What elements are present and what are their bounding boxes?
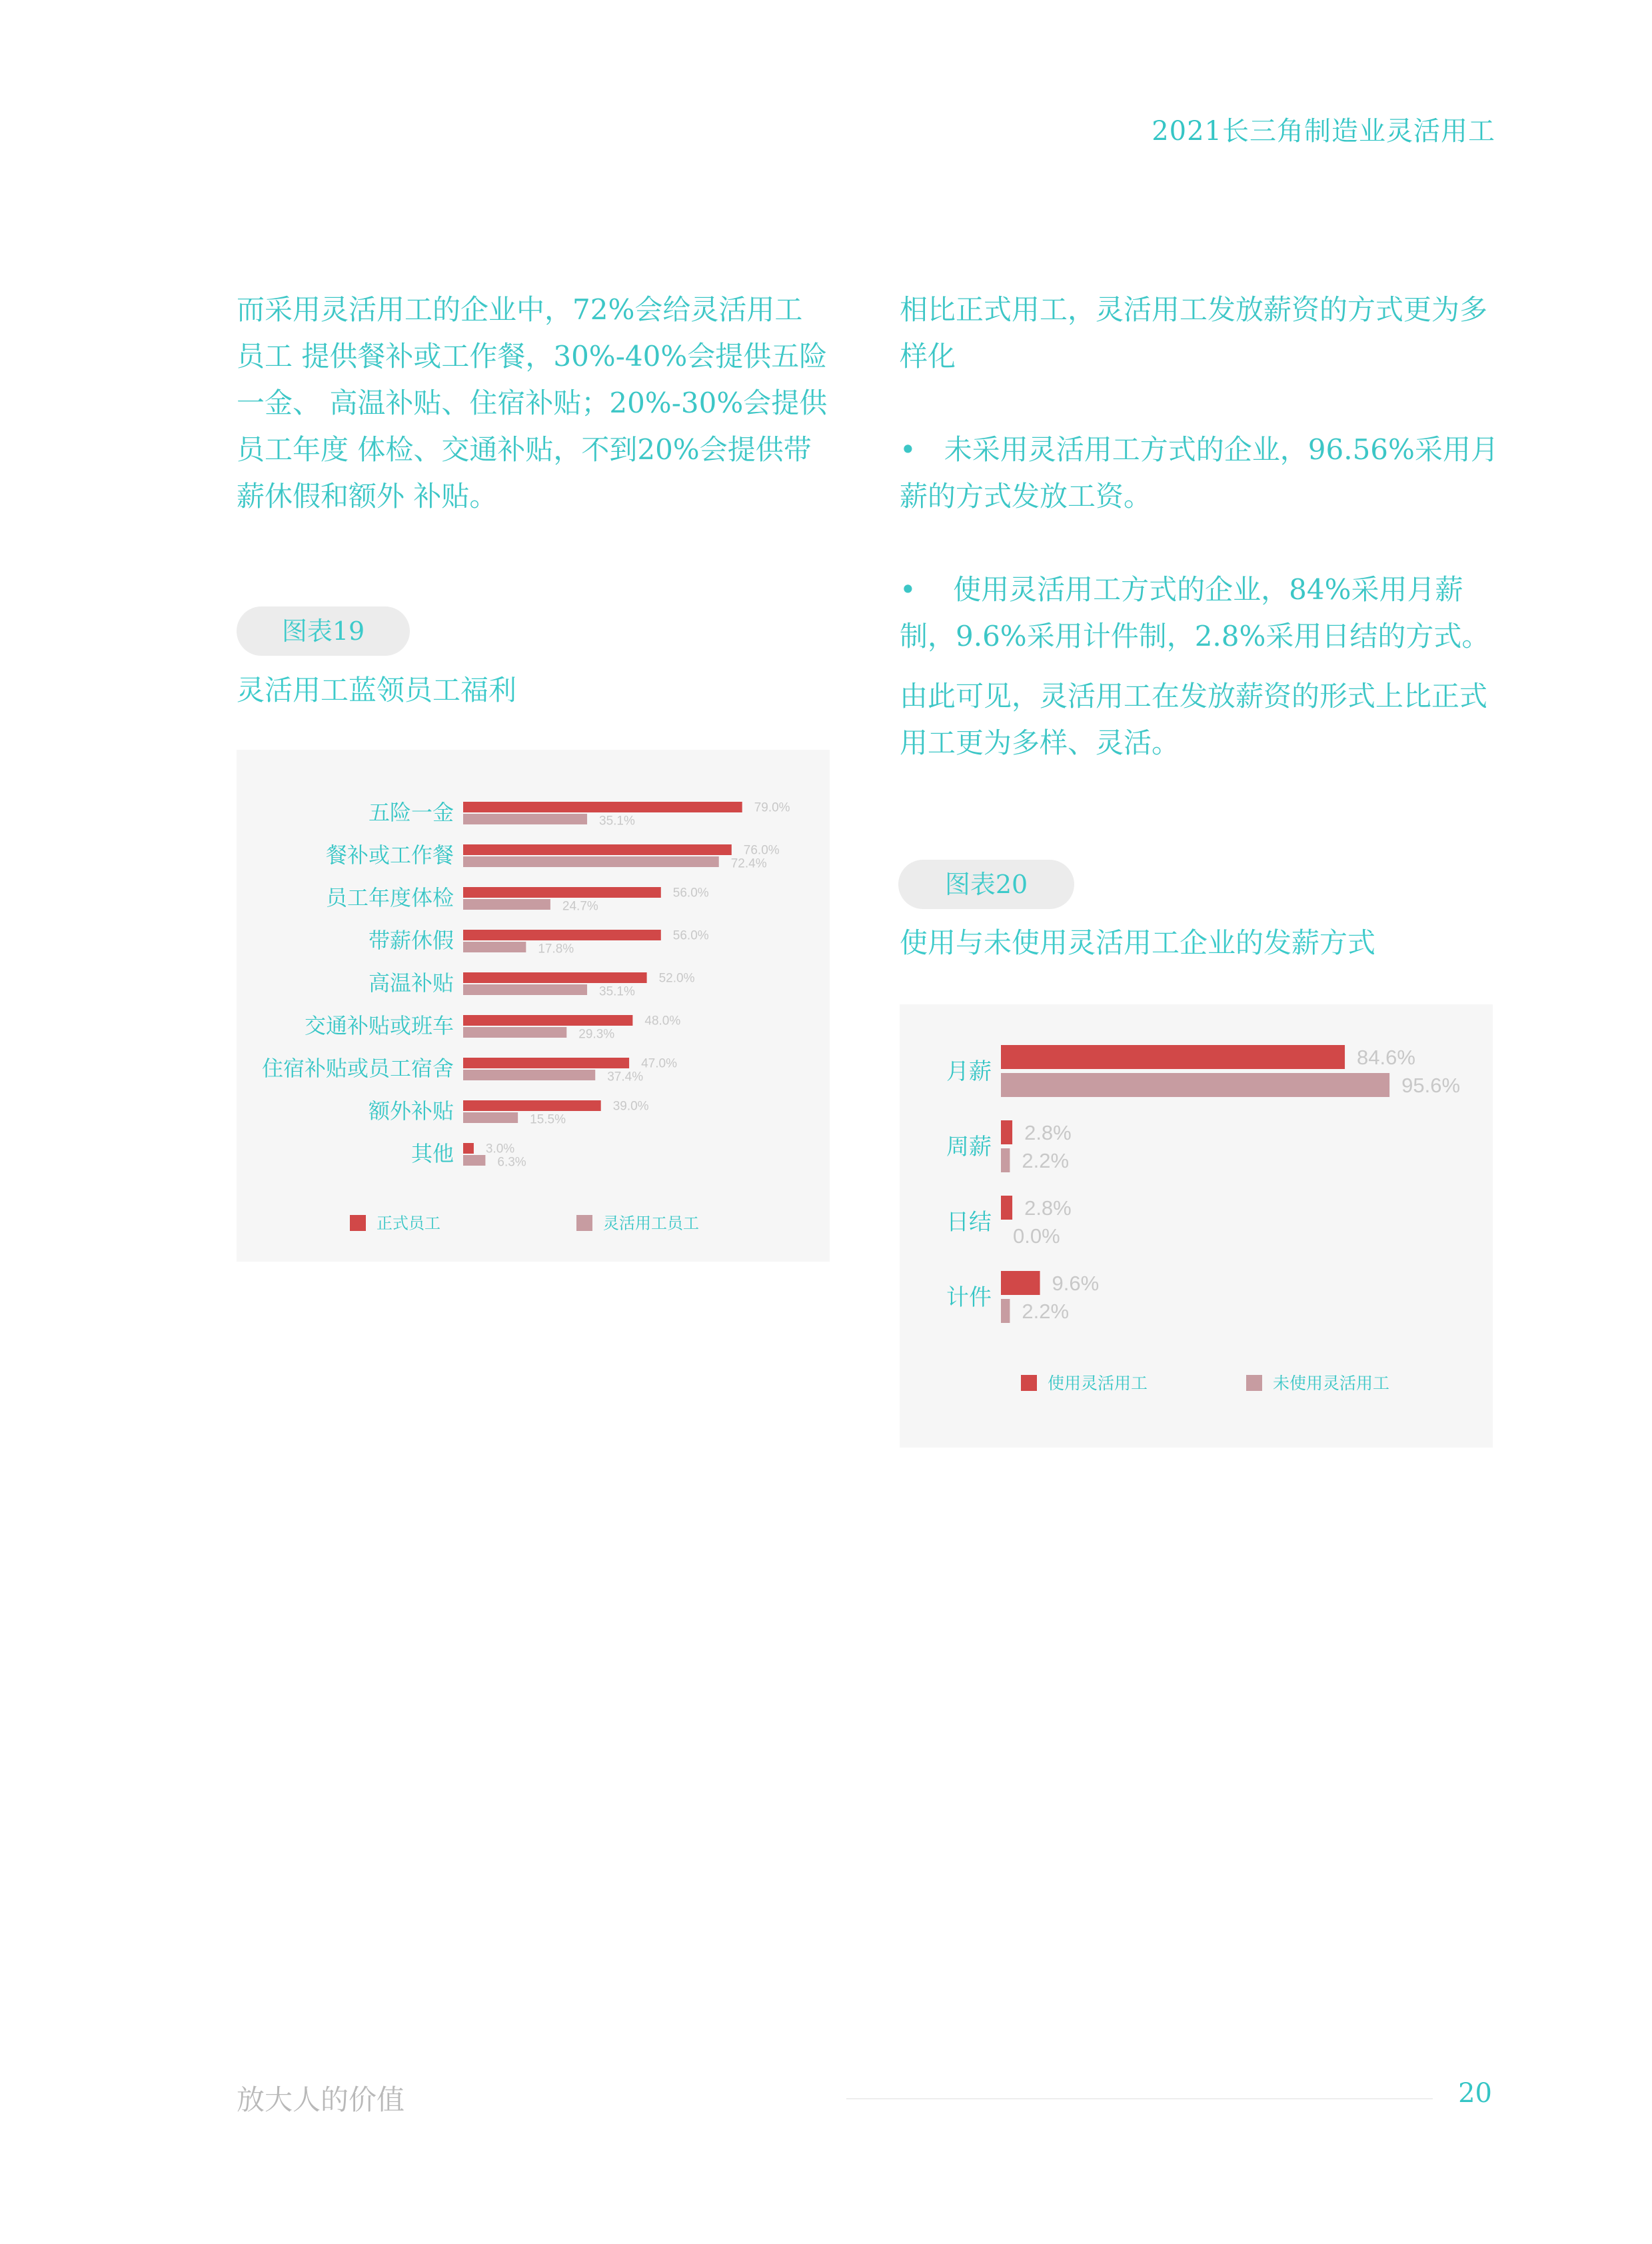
value-label: 2.2%: [1022, 1148, 1070, 1172]
bar-使用灵活用工: [1001, 1120, 1012, 1144]
right-column: [900, 287, 1499, 813]
value-label: 56.0%: [672, 886, 709, 900]
legend-swatch: [350, 1215, 366, 1231]
pay-method-bar-chart: [900, 1004, 1493, 1448]
value-label: 37.4%: [607, 1070, 644, 1084]
right-paragraph-conclusion: 由此可见，灵活用工在发放薪资的形式上比正式用工更为多样、灵活。: [900, 680, 1488, 759]
category-label: 周薪: [946, 1134, 992, 1160]
category-label: 日结: [946, 1209, 992, 1236]
figure-19-panel: [237, 750, 830, 1262]
value-label: 29.3%: [578, 1027, 615, 1042]
bar-灵活用工员工: [463, 1070, 595, 1080]
bar-正式员工: [463, 887, 661, 898]
bar-使用灵活用工: [1001, 1045, 1345, 1069]
footer-divider: [846, 2098, 1433, 2099]
legend-label: 灵活用工员工: [603, 1214, 699, 1233]
legend-swatch: [576, 1215, 592, 1231]
category-label: 计件: [946, 1284, 992, 1311]
value-label: 79.0%: [754, 800, 790, 815]
bar-正式员工: [463, 1058, 629, 1068]
value-label: 52.0%: [658, 971, 695, 986]
bar-正式员工: [463, 802, 742, 812]
category-label: 五险一金: [368, 800, 454, 825]
bar-未使用灵活用工: [1001, 1073, 1389, 1097]
value-label: 17.8%: [538, 942, 574, 956]
bar-使用灵活用工: [1001, 1196, 1012, 1220]
bar-正式员工: [463, 1100, 601, 1111]
value-label: 3.0%: [485, 1142, 515, 1156]
bar-灵活用工员工: [463, 856, 719, 867]
figure-20-tag: 图表20: [898, 860, 1074, 909]
value-label: 39.0%: [612, 1099, 649, 1114]
bar-正式员工: [463, 972, 647, 983]
value-label: 15.5%: [530, 1112, 566, 1127]
category-label: 高温补贴: [368, 970, 454, 996]
figure-19-title: 灵活用工蓝领员工福利: [237, 674, 517, 706]
category-label: 住宿补贴或员工宿舍: [261, 1056, 454, 1081]
category-label: 餐补或工作餐: [325, 842, 454, 868]
value-label: 24.7%: [562, 899, 598, 914]
value-label: 35.1%: [599, 814, 635, 828]
category-label: 额外补贴: [368, 1098, 454, 1124]
right-paragraph-intro: 相比正式用工，灵活用工发放薪资的方式更为多样化: [900, 293, 1488, 373]
bar-未使用灵活用工: [1001, 1299, 1010, 1323]
bar-灵活用工员工: [463, 1155, 485, 1166]
category-label: 交通补贴或班车: [304, 1013, 454, 1038]
bullet-non-flexible: • 未采用灵活用工方式的企业，96.56%采用月薪的方式发放工资。: [900, 433, 1499, 513]
legend-swatch: [1021, 1375, 1037, 1391]
bullet-flexible: • 使用灵活用工方式的企业，84%采用月薪制，9.6%采用计件制，2.8%采用日结的方式。: [900, 573, 1490, 652]
footer-slogan: 放大人的价值: [237, 2083, 405, 2116]
value-label: 2.8%: [1024, 1196, 1072, 1220]
bar-使用灵活用工: [1001, 1271, 1040, 1295]
value-label: 35.1%: [599, 984, 635, 999]
bar-灵活用工员工: [463, 984, 587, 995]
bar-正式员工: [463, 930, 661, 940]
bar-未使用灵活用工: [1001, 1148, 1010, 1172]
bar-灵活用工员工: [463, 814, 587, 824]
value-label: 76.0%: [743, 843, 780, 858]
value-label: 84.6%: [1357, 1045, 1415, 1069]
category-label: 月薪: [946, 1058, 992, 1085]
legend-label: 正式员工: [377, 1214, 440, 1233]
bar-灵活用工员工: [463, 1112, 518, 1123]
value-label: 56.0%: [672, 928, 709, 943]
bar-灵活用工员工: [463, 899, 550, 910]
value-label: 9.6%: [1052, 1271, 1100, 1295]
legend-label: 未使用灵活用工: [1273, 1373, 1390, 1393]
value-label: 95.6%: [1401, 1073, 1461, 1097]
benefits-bar-chart: [237, 750, 830, 1262]
figure-19-tag: 图表19: [237, 606, 410, 656]
value-label: 72.4%: [730, 856, 767, 871]
value-label: 2.8%: [1024, 1120, 1072, 1144]
legend-label: 使用灵活用工: [1048, 1373, 1148, 1393]
value-label: 2.2%: [1022, 1299, 1070, 1323]
bar-正式员工: [463, 844, 732, 855]
category-label: 其他: [411, 1141, 454, 1166]
page-number: 20: [1458, 2078, 1492, 2109]
bar-灵活用工员工: [463, 1027, 566, 1038]
figure-20-title: 使用与未使用灵活用工企业的发薪方式: [900, 926, 1376, 959]
legend-swatch: [1246, 1375, 1262, 1391]
value-label: 47.0%: [641, 1056, 677, 1071]
value-label: 0.0%: [1013, 1224, 1060, 1248]
bar-正式员工: [463, 1015, 632, 1026]
report-header-title: 2021长三角制造业灵活用工: [1152, 116, 1495, 147]
bar-正式员工: [463, 1143, 474, 1154]
value-label: 6.3%: [497, 1155, 526, 1170]
value-label: 48.0%: [644, 1014, 681, 1028]
category-label: 员工年度体检: [325, 885, 454, 910]
bar-灵活用工员工: [463, 942, 526, 952]
left-paragraph: 而采用灵活用工的企业中，72%会给灵活用工员工 提供餐补或工作餐，30%-40%会提供五险一金、 高温补贴、住宿补贴；20%-30%会提供员工年度 体检、交通补贴，不到20%会提供带薪休假和额外 补贴。: [237, 293, 828, 513]
category-label: 带薪休假: [368, 928, 454, 953]
figure-20-panel: [900, 1004, 1493, 1448]
